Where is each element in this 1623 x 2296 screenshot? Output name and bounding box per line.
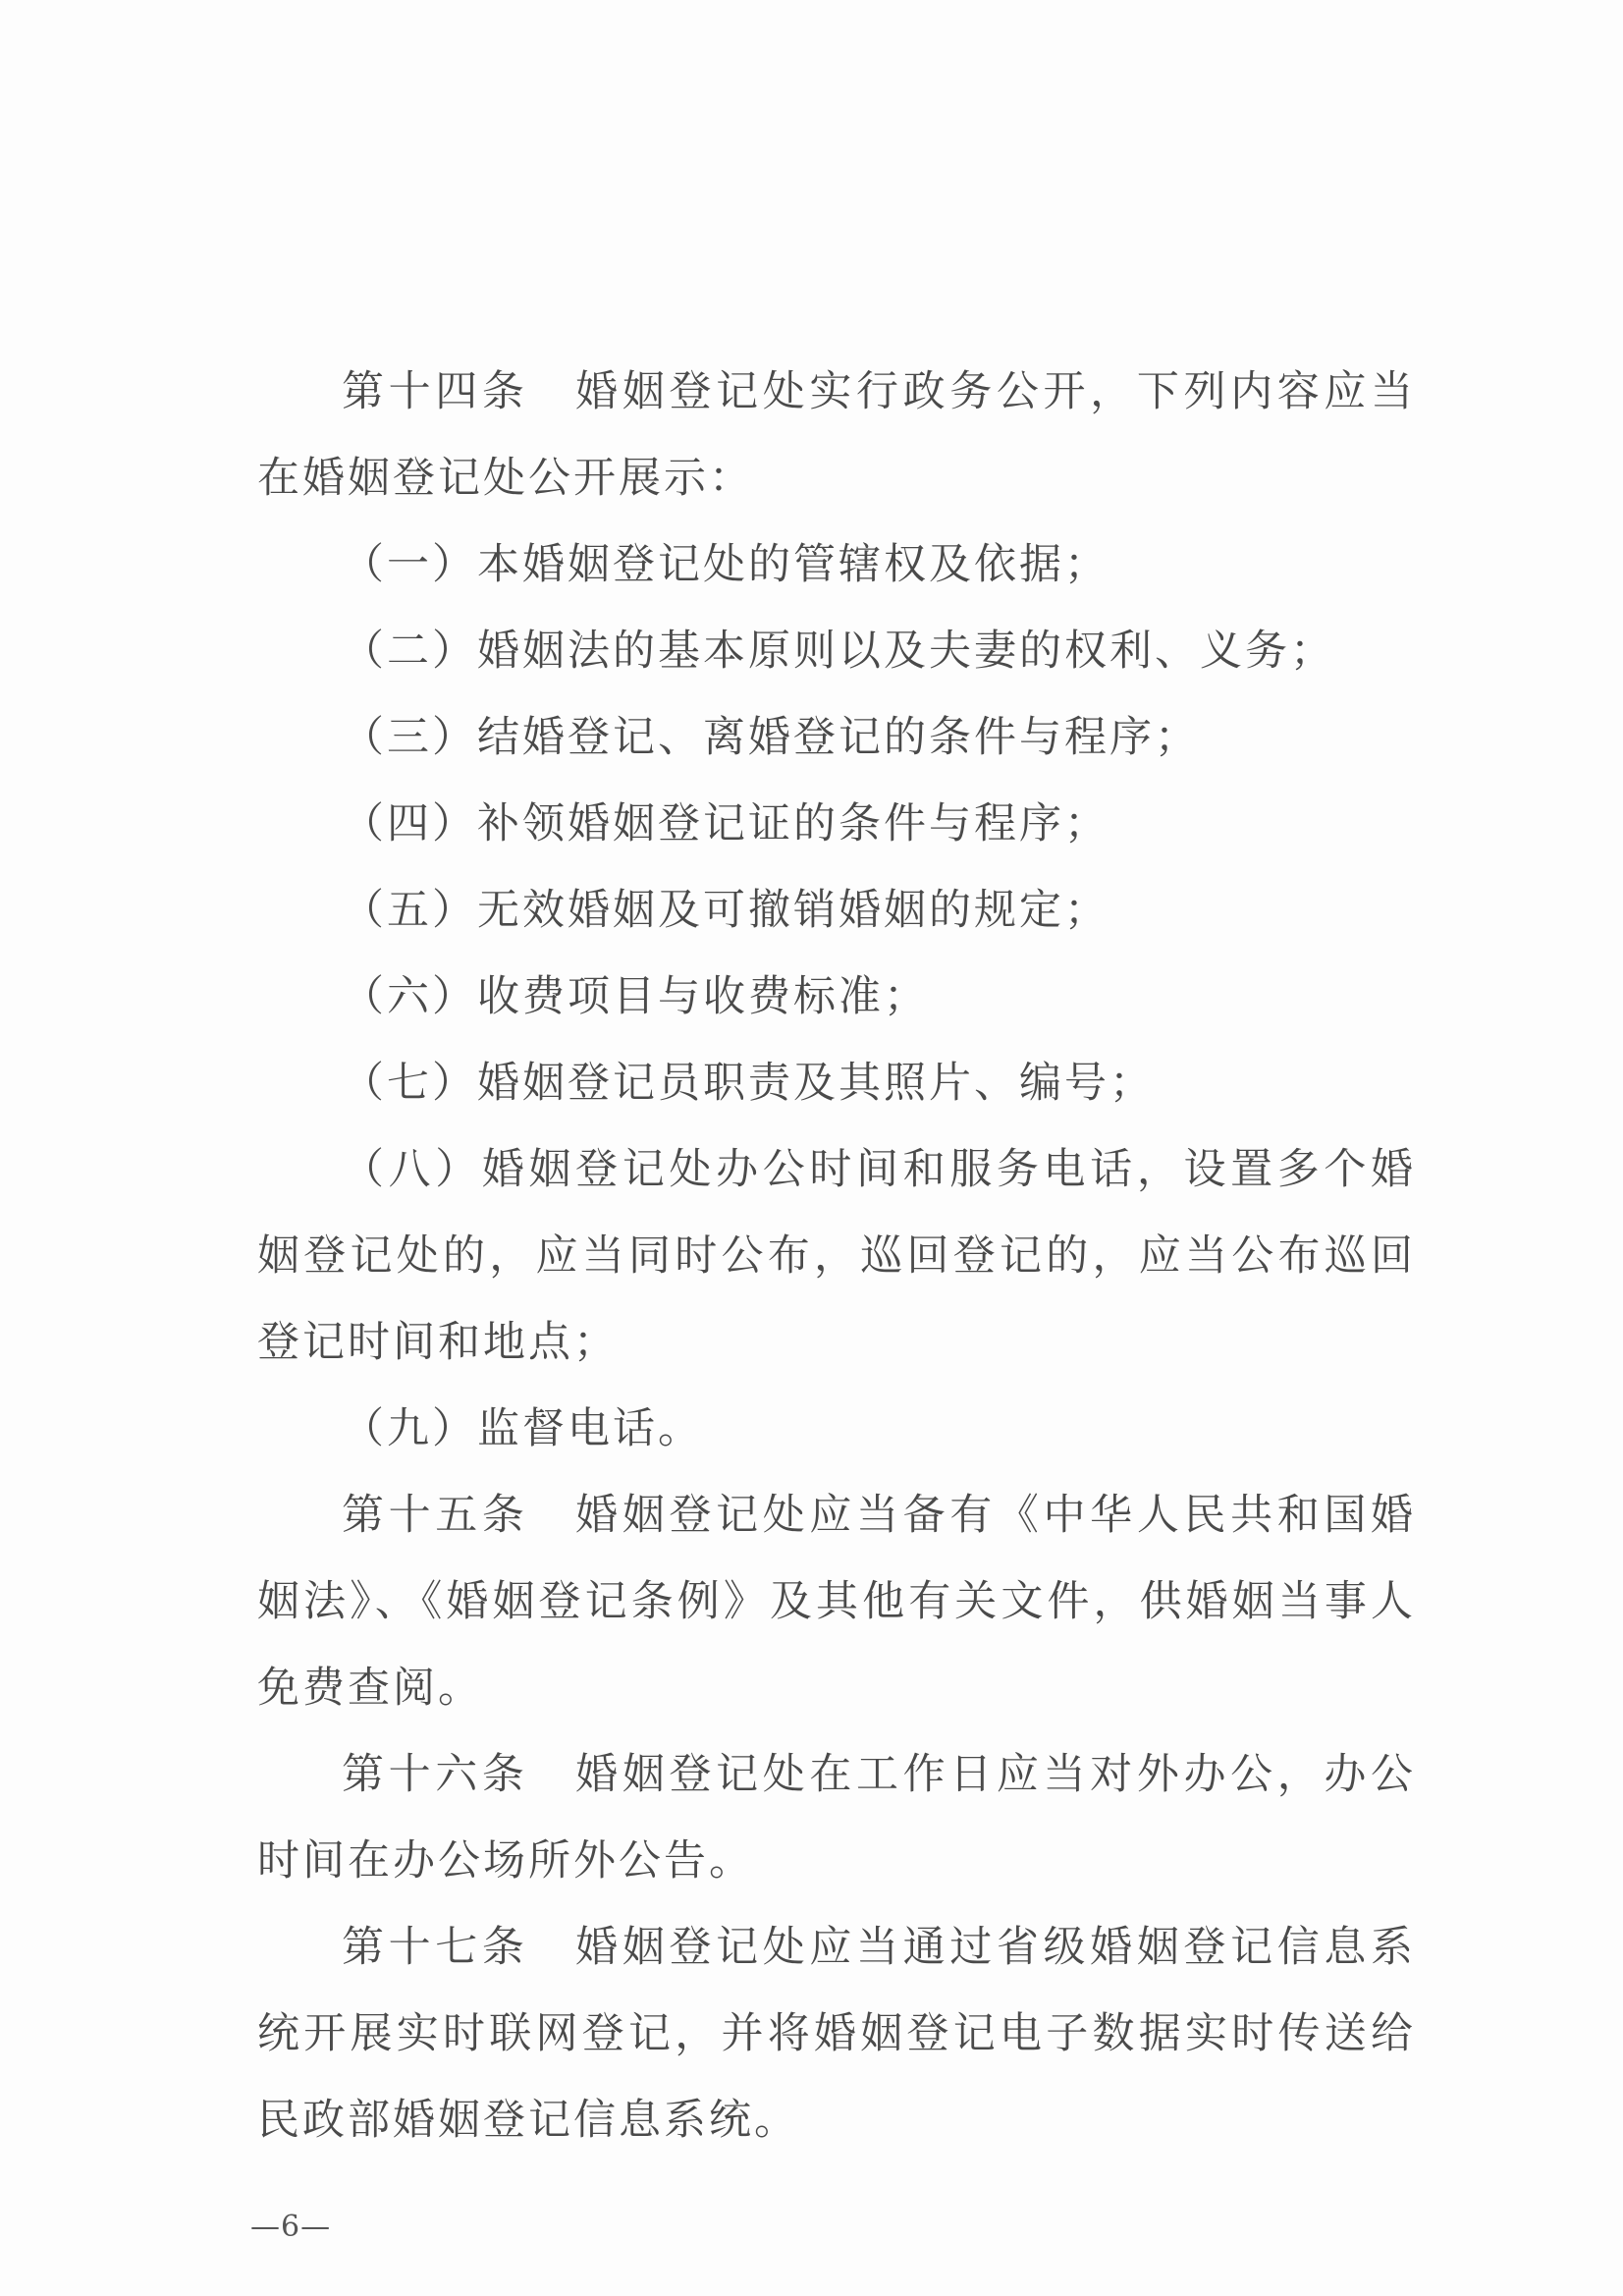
article-14-intro: 第十四条 婚姻登记处实行政务公开，下列内容应当在婚姻登记处公开展示： (257, 367, 1416, 503)
article-14-item-1: （一）本婚姻登记处的管辖权及依据； (342, 540, 1109, 589)
article-14-item-4: （四）补领婚姻登记证的条件与程序； (342, 799, 1109, 848)
article-14-item-3: （三）结婚登记、离婚登记的条件与程序； (342, 713, 1200, 762)
page-number: —6— (250, 2210, 332, 2244)
article-17: 第十七条 婚姻登记处应当通过省级婚姻登记信息系统开展实时联网登记，并将婚姻登记电子数据实时传送给民政部婚姻登记信息系统。 (257, 1923, 1416, 2145)
article-14-item-9: （九）监督电话。 (342, 1404, 703, 1453)
article-14-item-8: （八）婚姻登记处办公时间和服务电话，设置多个婚姻登记处的，应当同时公布，巡回登记的，应当公布巡回登记时间和地点； (257, 1145, 1416, 1367)
article-14-item-2: （二）婚姻法的基本原则以及夫妻的权利、义务； (342, 627, 1335, 676)
article-15: 第十五条 婚姻登记处应当备有《中华人民共和国婚姻法》、《婚姻登记条例》及其他有关文件，供婚姻当事人免费查阅。 (257, 1491, 1416, 1713)
article-16: 第十六条 婚姻登记处在工作日应当对外办公，办公时间在办公场所外公告。 (257, 1750, 1416, 1886)
article-14-item-7: （七）婚姻登记员职责及其照片、编号； (342, 1059, 1155, 1108)
article-14-item-5: （五）无效婚姻及可撤销婚姻的规定； (342, 886, 1109, 935)
document-body (257, 349, 1416, 2163)
article-14-item-6: （六）收费项目与收费标准； (342, 972, 929, 1021)
